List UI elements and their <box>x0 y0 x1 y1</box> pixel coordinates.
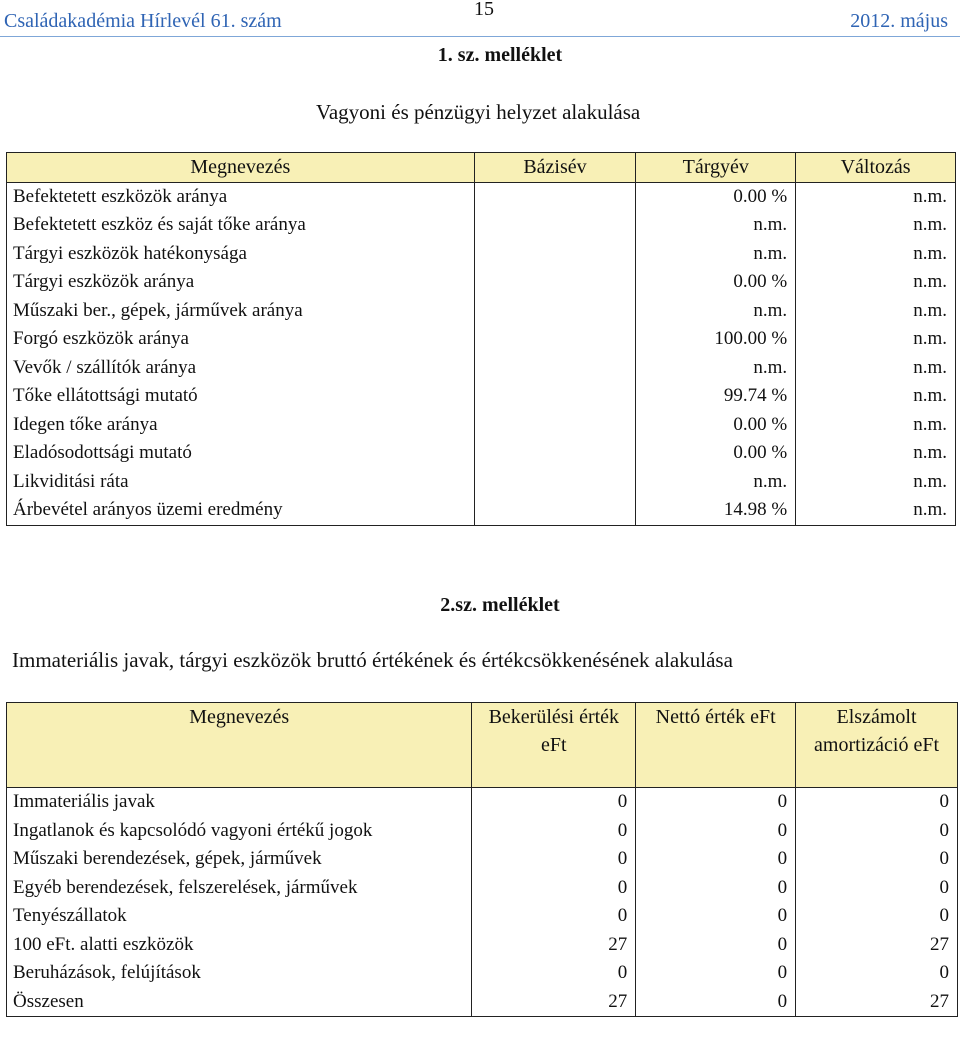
row-label: Vevők / szállítók aránya <box>7 354 475 383</box>
cell-value: 0 <box>796 788 958 817</box>
issue-date: 2012. május <box>850 10 948 32</box>
cell-value: 99.74 % <box>636 382 796 411</box>
row-label: Összesen <box>7 988 472 1017</box>
table-row <box>7 411 956 440</box>
row-label: Beruházások, felújítások <box>7 959 472 988</box>
row-label: Eladósodottsági mutató <box>7 439 475 468</box>
cell-value: n.m. <box>636 354 796 383</box>
cell-value <box>474 439 636 468</box>
row-label: Műszaki berendezések, gépek, járművek <box>7 845 472 874</box>
cell-value <box>474 496 636 525</box>
cell-value <box>474 382 636 411</box>
row-label: Forgó eszközök aránya <box>7 325 475 354</box>
row-label: Idegen tőke aránya <box>7 411 475 440</box>
row-label: Ingatlanok és kapcsolódó vagyoni értékű jogok <box>7 817 472 846</box>
cell-value: 0 <box>472 959 636 988</box>
cell-value: 27 <box>472 931 636 960</box>
cell-value: n.m. <box>636 468 796 497</box>
cell-value: 27 <box>796 931 958 960</box>
row-label: Tárgyi eszközök aránya <box>7 268 475 297</box>
cell-value: n.m. <box>636 240 796 269</box>
annex1-subtitle: Vagyoni és pénzügyi helyzet alakulása <box>316 100 641 124</box>
column-header: Elszámolt amortizáció eFt <box>796 703 958 788</box>
annex2-subtitle: Immateriális javak, tárgyi eszközök bruttó értékének és értékcsökkenésének alakulása <box>12 648 733 672</box>
table-row <box>7 382 956 411</box>
cell-value: 0 <box>796 874 958 903</box>
table-row <box>7 959 958 988</box>
table-row <box>7 325 956 354</box>
table-row <box>7 817 958 846</box>
table-row <box>7 211 956 240</box>
cell-value: n.m. <box>796 268 956 297</box>
cell-value: n.m. <box>796 240 956 269</box>
cell-value: 0 <box>636 959 796 988</box>
row-label: Befektetett eszközök aránya <box>7 182 475 211</box>
cell-value: n.m. <box>796 411 956 440</box>
row-label: Egyéb berendezések, felszerelések, járművek <box>7 874 472 903</box>
table-row <box>7 874 958 903</box>
column-header: Bekerülési érték eFt <box>472 703 636 788</box>
cell-value: n.m. <box>796 439 956 468</box>
table-row <box>7 496 956 525</box>
cell-value: n.m. <box>796 468 956 497</box>
cell-value: n.m. <box>636 211 796 240</box>
newsletter-header <box>0 0 960 37</box>
table-row <box>7 297 956 326</box>
table-row <box>7 788 958 817</box>
cell-value <box>474 268 636 297</box>
cell-value: 0 <box>636 931 796 960</box>
cell-value: 0 <box>636 988 796 1017</box>
cell-value: n.m. <box>636 297 796 326</box>
cell-value: 0.00 % <box>636 439 796 468</box>
table-row <box>7 902 958 931</box>
cell-value: 0 <box>796 845 958 874</box>
cell-value: 0 <box>636 845 796 874</box>
cell-value: 0 <box>472 874 636 903</box>
cell-value: 0 <box>796 902 958 931</box>
table-row <box>7 268 956 297</box>
column-header: Tárgyév <box>636 153 796 183</box>
table-row <box>7 468 956 497</box>
cell-value: 0.00 % <box>636 411 796 440</box>
cell-value: 27 <box>472 988 636 1017</box>
cell-value <box>474 182 636 211</box>
cell-value: 0 <box>472 788 636 817</box>
row-label: Tárgyi eszközök hatékonysága <box>7 240 475 269</box>
table-row <box>7 931 958 960</box>
column-header: Bázisév <box>474 153 636 183</box>
cell-value: n.m. <box>796 211 956 240</box>
newsletter-title: Családakadémia Hírlevél 61. szám <box>4 10 282 32</box>
cell-value: 0 <box>796 959 958 988</box>
cell-value: n.m. <box>796 297 956 326</box>
page-number: 15 <box>474 0 494 20</box>
cell-value: 0 <box>636 902 796 931</box>
table-row <box>7 182 956 211</box>
cell-value: 14.98 % <box>636 496 796 525</box>
annex2-title: 2.sz. melléklet <box>440 594 560 616</box>
row-label: Immateriális javak <box>7 788 472 817</box>
table-row <box>7 240 956 269</box>
cell-value <box>474 468 636 497</box>
cell-value: n.m. <box>796 325 956 354</box>
cell-value: 0 <box>636 817 796 846</box>
cell-value: 0 <box>796 817 958 846</box>
cell-value <box>474 411 636 440</box>
cell-value <box>474 297 636 326</box>
cell-value <box>474 240 636 269</box>
cell-value: n.m. <box>796 382 956 411</box>
row-label: Árbevétel arányos üzemi eredmény <box>7 496 475 525</box>
cell-value: n.m. <box>796 496 956 525</box>
cell-value <box>474 354 636 383</box>
cell-value: 0.00 % <box>636 268 796 297</box>
row-label: Műszaki ber., gépek, járművek aránya <box>7 297 475 326</box>
table-row <box>7 439 956 468</box>
column-header: Megnevezés <box>7 703 472 788</box>
cell-value: 0 <box>472 845 636 874</box>
cell-value: 100.00 % <box>636 325 796 354</box>
cell-value: 0 <box>472 817 636 846</box>
cell-value: 0 <box>636 788 796 817</box>
cell-value: 0 <box>636 874 796 903</box>
cell-value: n.m. <box>796 182 956 211</box>
cell-value: 0 <box>472 902 636 931</box>
row-label: Tőke ellátottsági mutató <box>7 382 475 411</box>
cell-value <box>474 325 636 354</box>
column-header: Nettó érték eFt <box>636 703 796 788</box>
cell-value: 0.00 % <box>636 182 796 211</box>
row-label: Tenyészállatok <box>7 902 472 931</box>
annex1-title: 1. sz. melléklet <box>437 44 563 66</box>
cell-value: n.m. <box>796 354 956 383</box>
column-header: Megnevezés <box>7 153 475 183</box>
column-header: Változás <box>796 153 956 183</box>
table-row <box>7 988 958 1017</box>
table-row <box>7 845 958 874</box>
cell-value: 27 <box>796 988 958 1017</box>
row-label: Likviditási ráta <box>7 468 475 497</box>
table-row <box>7 354 956 383</box>
row-label: 100 eFt. alatti eszközök <box>7 931 472 960</box>
financial-position-table <box>6 152 956 526</box>
cell-value <box>474 211 636 240</box>
row-label: Befektetett eszköz és saját tőke aránya <box>7 211 475 240</box>
asset-depreciation-table <box>6 702 958 1017</box>
